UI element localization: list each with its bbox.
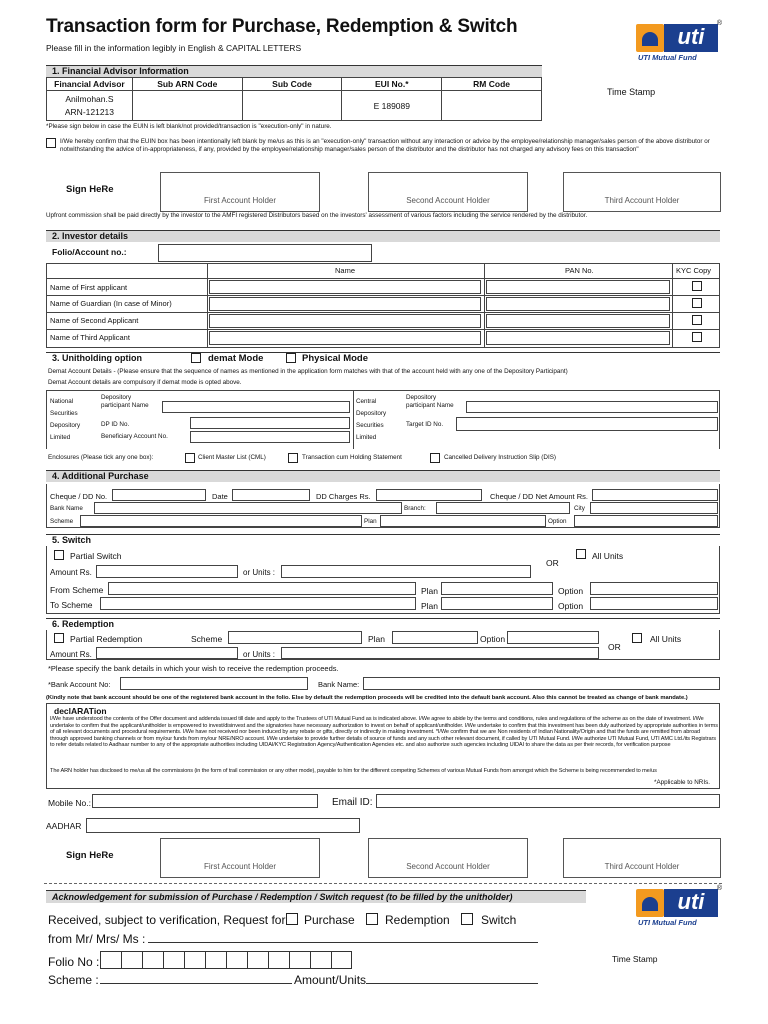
uti-logo-ack (636, 887, 722, 931)
folio-label: Folio/Account no.: (52, 247, 127, 257)
second-holder-sign[interactable]: Second Account Holder (368, 172, 528, 212)
ack-purchase-checkbox[interactable] (286, 913, 298, 925)
demat-note: Demat Account Details - (Please ensure that the sequence of names as mentioned in the application form matches with that of the account held with any one of the Depository Participant) (48, 368, 568, 375)
partial-redemption-label: Partial Redemption (70, 634, 143, 644)
col-kyc: KYC Copy (676, 266, 712, 275)
header-rm-code: RM Code (442, 78, 542, 91)
switch-all-units-label: All Units (592, 551, 624, 561)
time-stamp-label: Time Stamp (607, 87, 656, 97)
demat-mode-checkbox[interactable] (191, 353, 201, 363)
cdsl-label: Central Depository Securities Limited (356, 398, 387, 441)
redemption-all-units-checkbox[interactable] (632, 633, 642, 643)
ack-amount-line[interactable] (366, 983, 538, 984)
from-scheme-label: From Scheme (50, 585, 104, 595)
redemption-units-input[interactable] (281, 647, 599, 659)
header-sub-code: Sub Code (242, 78, 342, 91)
from-plan-input[interactable] (441, 582, 553, 595)
bank-name-label: Bank Name (50, 505, 83, 512)
ack-folio-label: Folio No : (48, 955, 100, 969)
aadhar-input[interactable] (86, 818, 360, 833)
ack-amount-label: Amount/Units (294, 973, 367, 987)
upfront-note: Upfront commission shall be paid directly by the investor to the AMFI registered Distributors based on the investors' assessment of various factors including the service rendered by the distributor. (46, 212, 588, 219)
demat-compulsory-note: Demat Account details are compulsory if demat mode is opted above. (48, 379, 242, 386)
page-subtitle: Please fill in the information legibly in English & CAPITAL LETTERS (46, 43, 302, 53)
redemption-scheme-label: Scheme (191, 634, 223, 644)
section-purchase-title: 4. Additional Purchase (46, 470, 720, 482)
third-holder-sign-2[interactable]: Third Account Holder (563, 838, 721, 878)
first-applicant-pan-input[interactable] (486, 280, 670, 294)
row-second-applicant: Name of Second Applicant (50, 316, 139, 325)
execution-declaration: I/We hereby confirm that the EUIN box has been intentionally left blank by me/us as this is an "execution-only" transaction without any interaction or advice by the employee/relationship manager/sales person of the above distributor or notwithstanding the advice of in-appropriateness, if any, provided by the employee/relationship manager/sales person of the distributor and the distributor has not charged any advisory fees on this transaction" (60, 138, 710, 153)
switch-amount-label: Amount Rs. (50, 568, 92, 577)
cdsl-dp-name-input[interactable] (466, 401, 718, 413)
ack-scheme-line[interactable] (100, 983, 292, 984)
first-holder-sign[interactable]: First Account Holder (160, 172, 320, 212)
redemption-bank-name-input[interactable] (363, 677, 720, 690)
nsdl-dp-name-input[interactable] (162, 401, 350, 413)
cdsl-target-label: Target ID No. (406, 421, 444, 428)
euin-note: *Please sign below in case the EUIN is left blank/not provided/transaction is "execution-only" in nature. (46, 123, 332, 130)
col-pan: PAN No. (565, 266, 594, 275)
eui-input[interactable] (342, 91, 442, 121)
sub-code-input[interactable] (242, 91, 342, 121)
guardian-kyc-checkbox[interactable] (692, 298, 702, 308)
rm-code-input[interactable] (442, 91, 542, 121)
arn-disclosure-text: The ARN holder has disclosed to me/us all the commissions (in the form of trail commission or any other mode), payable to him for the different competing Schemes of various Mutual Funds from amongst which the Scheme is being recommended to me/us (50, 768, 657, 774)
branch-label: Branch: (404, 505, 426, 512)
email-input[interactable] (376, 794, 720, 808)
execution-only-checkbox[interactable] (46, 138, 56, 148)
partial-switch-checkbox[interactable] (54, 550, 64, 560)
switch-all-units-checkbox[interactable] (576, 549, 586, 559)
section-switch-title: 5. Switch (46, 534, 720, 546)
nsdl-beneficiary-label: Beneficiary Account No. (101, 433, 168, 440)
page-title: Transaction form for Purchase, Redemption & Switch (46, 16, 518, 37)
advisor-name: Anilmohan.S (65, 93, 114, 104)
third-applicant-name-input[interactable] (209, 331, 481, 345)
first-holder-sign-2[interactable]: First Account Holder (160, 838, 320, 878)
to-scheme-label: To Scheme (50, 600, 93, 610)
header-sub-arn: Sub ARN Code (132, 78, 242, 91)
ack-switch-checkbox[interactable] (461, 913, 473, 925)
sign-here-label: Sign HeRe (66, 184, 114, 195)
plan-label: Plan (364, 518, 377, 525)
nsdl-dpid-label: DP ID No. (101, 421, 130, 428)
sub-arn-input[interactable] (132, 91, 242, 121)
lamp-icon (636, 889, 664, 917)
folio-input[interactable] (158, 244, 372, 262)
bank-account-label: *Bank Account No: (48, 680, 111, 689)
redemption-plan-label: Plan (368, 634, 386, 644)
to-plan-label: Plan (421, 601, 439, 611)
physical-mode-checkbox[interactable] (286, 353, 296, 363)
guardian-pan-input[interactable] (486, 297, 670, 311)
cml-checkbox[interactable] (185, 453, 195, 463)
first-kyc-checkbox[interactable] (692, 281, 702, 291)
mobile-input[interactable] (92, 794, 318, 808)
ack-redemption-checkbox[interactable] (366, 913, 378, 925)
switch-or-label: OR (546, 558, 559, 568)
redemption-amount-label: Amount Rs. (50, 650, 92, 659)
guardian-name-input[interactable] (209, 297, 481, 311)
to-scheme-input[interactable] (100, 597, 416, 610)
ack-from-label: from Mr/ Mrs/ Ms : (48, 932, 146, 946)
logo-reg-ack: ® (716, 885, 722, 892)
bank-account-kindly-note: (Kindly note that bank account should be one of the registered bank account in the folio. Else by default the redemption proceeds will be credited into the default bank account. Also this cannot be treated as change of bank mandate.) (46, 695, 688, 701)
branch-input[interactable] (436, 502, 570, 514)
section-investor-title: 2. Investor details (46, 230, 720, 242)
city-label: City (574, 505, 585, 512)
holding-statement-checkbox[interactable] (288, 453, 298, 463)
to-option-input[interactable] (590, 597, 718, 610)
net-amount-label: Cheque / DD Net Amount Rs. (490, 492, 588, 501)
purchase-scheme-input[interactable] (80, 515, 362, 527)
redemption-units-label: or Units : (243, 650, 276, 659)
ack-received-text: Received, subject to verification, Request for (48, 913, 286, 927)
logo-fund-name: UTI Mutual Fund (638, 53, 697, 62)
cdsl-target-input[interactable] (456, 417, 718, 431)
nsdl-dpid-input[interactable] (190, 417, 350, 429)
bank-name-input[interactable] (94, 502, 402, 514)
eui-value: E 189089 (373, 100, 410, 111)
ack-switch-label: Switch (481, 913, 517, 927)
ack-scheme-label: Scheme : (48, 973, 99, 987)
redemption-bank-name-label: Bank Name: (318, 680, 360, 689)
redemption-scheme-input[interactable] (228, 631, 362, 644)
ack-from-line[interactable] (148, 942, 538, 943)
advisor-arn: ARN-121213 (64, 106, 115, 117)
ack-purchase-label: Purchase (304, 913, 355, 927)
physical-mode-label: Physical Mode (302, 353, 368, 364)
switch-amount-input[interactable] (96, 565, 238, 578)
row-first-applicant: Name of First applicant (50, 283, 128, 292)
section-redemption-title: 6. Redemption (46, 618, 720, 630)
scheme-label: Scheme (50, 518, 74, 525)
section-unitholding-title: 3. Unitholding option (46, 352, 720, 366)
uti-logo (636, 22, 722, 66)
holding-statement-label: Transaction cum Holding Statement (302, 454, 402, 461)
to-plan-input[interactable] (441, 597, 553, 610)
section-advisor-title: 1. Financial Advisor Information (46, 65, 542, 77)
dd-charges-label: DD Charges Rs. (316, 492, 371, 501)
nsdl-dp-label: Depository participant Name (101, 394, 149, 409)
logo-reg: ® (716, 20, 722, 27)
to-option-label: Option (558, 601, 584, 611)
logo-word: uti (664, 24, 718, 52)
aadhar-label: AADHAR (46, 821, 82, 831)
redemption-all-units-label: All Units (650, 634, 682, 644)
second-holder-sign-2[interactable]: Second Account Holder (368, 838, 528, 878)
option-label: Option (548, 518, 567, 525)
bank-account-input[interactable] (120, 677, 308, 690)
second-kyc-checkbox[interactable] (692, 315, 702, 325)
declaration-title: declARATion (54, 706, 107, 716)
date-input[interactable] (232, 489, 310, 501)
row-guardian: Name of Guardian (In case of Minor) (50, 299, 172, 308)
redemption-option-input[interactable] (507, 631, 599, 644)
col-name: Name (335, 266, 356, 275)
redemption-option-label: Option (480, 634, 506, 644)
partial-switch-label: Partial Switch (70, 551, 122, 561)
advisor-table (46, 77, 542, 121)
third-holder-sign[interactable]: Third Account Holder (563, 172, 721, 212)
from-option-input[interactable] (590, 582, 718, 595)
partial-redemption-checkbox[interactable] (54, 633, 64, 643)
dd-charges-input[interactable] (376, 489, 482, 501)
cdsl-dp-label: Depository participant Name (406, 394, 454, 409)
first-applicant-name-input[interactable] (209, 280, 481, 294)
ack-time-stamp: Time Stamp (612, 954, 658, 964)
dis-checkbox[interactable] (430, 453, 440, 463)
email-label: Email ID: (332, 797, 373, 808)
from-plan-label: Plan (421, 586, 439, 596)
third-kyc-checkbox[interactable] (692, 332, 702, 342)
logo-fund-name-ack: UTI Mutual Fund (638, 918, 697, 927)
mobile-label: Mobile No.: (48, 798, 91, 808)
from-scheme-input[interactable] (108, 582, 416, 595)
header-financial-advisor: Financial Advisor (47, 78, 133, 91)
bank-details-note: *Please specify the bank details in which your wish to receive the redemption proceeds. (48, 664, 339, 673)
second-applicant-pan-input[interactable] (486, 314, 670, 328)
row-third-applicant: Name of Third Applicant (50, 333, 130, 342)
city-input[interactable] (590, 502, 718, 514)
ack-redemption-label: Redemption (385, 913, 450, 927)
cheque-label: Cheque / DD No. (50, 492, 108, 501)
ack-title: Acknowledgement for submission of Purchase / Redemption / Switch request (to be filled by the unitholder) (46, 890, 586, 903)
cheque-input[interactable] (112, 489, 206, 501)
date-label: Date (212, 492, 228, 501)
demat-mode-label: demat Mode (208, 353, 264, 364)
redemption-amount-input[interactable] (96, 647, 238, 659)
enclosures-label: Enclosures (Please tick any one box): (48, 454, 154, 461)
header-eui: EUI No.* (342, 78, 442, 91)
redemption-plan-input[interactable] (392, 631, 478, 644)
from-option-label: Option (558, 586, 584, 596)
purchase-option-input[interactable] (574, 515, 718, 527)
cut-line (44, 883, 722, 884)
cml-label: Client Master List (CML) (198, 454, 266, 461)
lamp-icon (636, 24, 664, 52)
nsdl-beneficiary-input[interactable] (190, 431, 350, 443)
nsdl-label: National Securities Depository Limited (50, 398, 81, 441)
switch-units-input[interactable] (281, 565, 531, 578)
third-applicant-pan-input[interactable] (486, 331, 670, 345)
redemption-or-label: OR (608, 642, 621, 652)
sign-here-label-2: Sign HeRe (66, 850, 114, 861)
net-amount-input[interactable] (592, 489, 718, 501)
declaration-text: I/We have understood the contents of the Offer document and addenda issued till date and apply to the Trustees of UTI Mutual Fund as is indicated above. I/We agree to abide by the terms and conditions, rules and regulations of the scheme as on the date of investment. I/We undertake to confirm that the applicant/unitholder is empowered to invest/disinvest and the signatories have necessary authorization to invest on behalf of applicant/unitholder. I/We undertake to confirm that this investment has been duly authorized by appropriate authorities in terms of all relevant documents and procedural requirements. I/We have not received nor been induced by any rebate or gifts, directly or indirectly in making investment. *I/We confirm that we are Non residents of Indian Nationality/Origin and that the funds are remitted from abroad through approved banking channels or from my/our funds from my/our NRE/NRO account. I/We undertake to provide further details of source of funds and any such other relevant document, if called by UTI Mutual Fund. I/We authorize UTI Mutual Fund, UTI AMC Ltd./its Registrars to refer details related to Aadhaar number to any of the appropriate authorities including UIDAI/KYC Registration Agency/Authentication Agencies etc. and also authorize such agencies including UIDAI to share the data as per their records, for verification purpose (50, 716, 718, 749)
logo-word-ack: uti (664, 889, 718, 917)
ack-folio-boxes[interactable] (100, 951, 352, 969)
purchase-plan-input[interactable] (380, 515, 546, 527)
second-applicant-name-input[interactable] (209, 314, 481, 328)
advisor-cell[interactable] (47, 91, 133, 121)
nri-note: *Applicable to NRIs. (654, 779, 710, 786)
switch-units-label: or Units : (243, 568, 276, 577)
dis-label: Cancelled Delivery Instruction Slip (DIS) (444, 454, 556, 461)
